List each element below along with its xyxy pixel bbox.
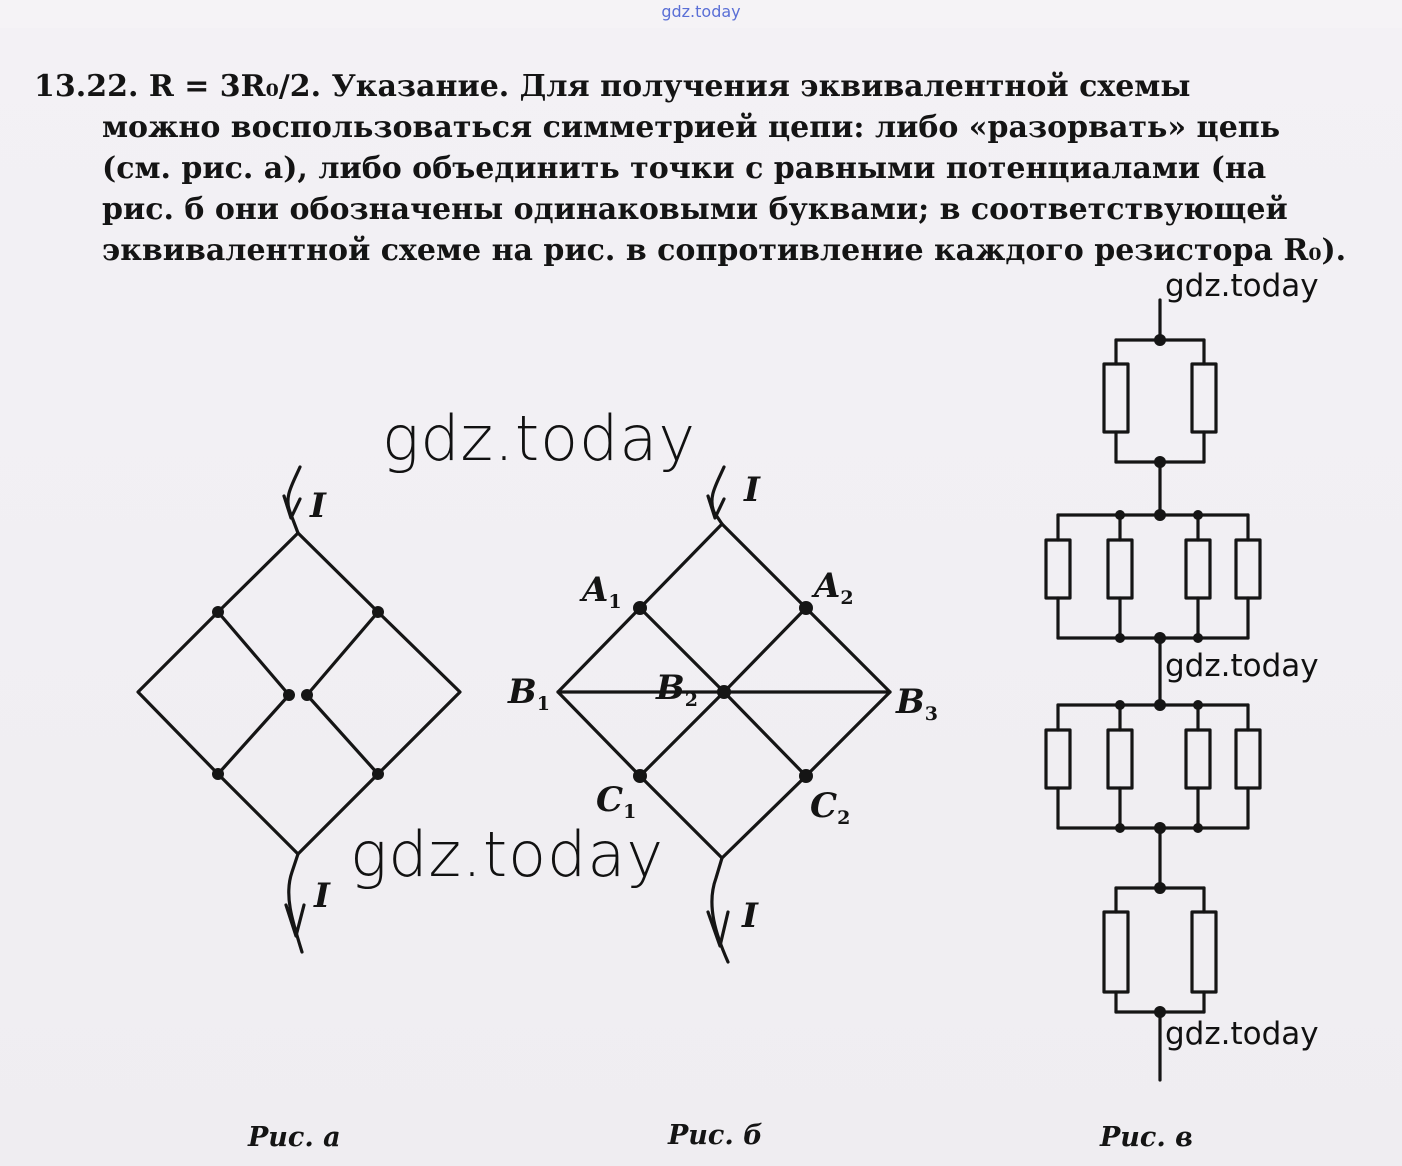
fig-b-current-bottom: I xyxy=(742,896,758,936)
watermark-large-2: gdz.today xyxy=(350,818,665,891)
fig-b-current-top: I xyxy=(744,470,760,510)
fig-a-current-top: I xyxy=(310,486,326,526)
figure-c-circuit xyxy=(1058,300,1248,1080)
resistor-c-4 xyxy=(1108,540,1132,598)
fig-a-current-bottom: I xyxy=(314,876,330,916)
resistor-c-2 xyxy=(1192,364,1216,432)
answer-line-2: можно воспользоваться симметрией цепи: либо «разорвать» цепь xyxy=(102,110,1281,145)
resistor-c-12 xyxy=(1192,912,1216,992)
watermark-large-1: gdz.today xyxy=(382,402,697,475)
watermark-small-2: gdz.today xyxy=(1165,648,1319,684)
node-label-b2: $B_2$ xyxy=(656,668,698,711)
caption-fig-b: Рис. б xyxy=(668,1120,763,1151)
answer-line-1-text: R = 3R₀/2. Указание. Для получения эквивалентной схемы xyxy=(148,69,1191,104)
answer-line-3: (см. рис. а), либо объединить точки с равными потенциалами (на xyxy=(102,151,1267,186)
node-label-c1: $C_1$ xyxy=(596,780,637,823)
answer-line-5: эквивалентной схеме на рис. в сопротивление каждого резистора R₀). xyxy=(102,233,1347,268)
resistor-c-7 xyxy=(1046,730,1070,788)
watermark-small-3: gdz.today xyxy=(1165,1016,1319,1052)
resistor-c-5 xyxy=(1186,540,1210,598)
node-label-a1: $A_1$ xyxy=(582,570,622,613)
caption-fig-c: Рис. в xyxy=(1100,1122,1193,1153)
answer-line-4: рис. б они обозначены одинаковыми буквами; в соответствующей xyxy=(102,192,1288,227)
resistor-c-8 xyxy=(1108,730,1132,788)
watermark-small-1: gdz.today xyxy=(1165,268,1319,304)
node-label-b1: $B_1$ xyxy=(508,672,550,715)
resistor-c-9 xyxy=(1186,730,1210,788)
node-label-c2: $C_2$ xyxy=(810,786,851,829)
resistor-c-3 xyxy=(1046,540,1070,598)
resistor-c-6 xyxy=(1236,540,1260,598)
problem-number: 13.22. xyxy=(34,69,139,104)
node-label-a2: $A_2$ xyxy=(814,566,854,609)
watermark-top[interactable]: gdz.today xyxy=(661,2,741,21)
node-label-b3: $B_3$ xyxy=(896,682,938,725)
resistor-c-1 xyxy=(1104,364,1128,432)
caption-fig-a: Рис. а xyxy=(248,1122,341,1153)
resistor-c-11 xyxy=(1104,912,1128,992)
resistor-c-10 xyxy=(1236,730,1260,788)
